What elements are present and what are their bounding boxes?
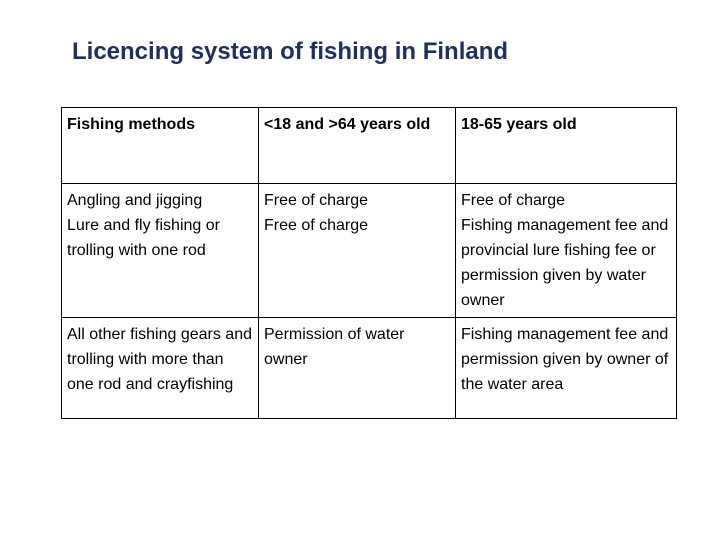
fee-other-young-old: Permission of water owner (264, 326, 405, 368)
page-title: Licencing system of fishing in Finland (72, 38, 509, 65)
cell-under18-over64 (259, 318, 456, 419)
cell-method (62, 184, 259, 318)
table-row (62, 184, 677, 318)
cell-age-18-65 (456, 318, 677, 419)
cell-method (62, 318, 259, 419)
header-under18-over64: <18 and >64 years old (259, 108, 456, 184)
method-angling-jigging: Angling and jigging (67, 192, 203, 209)
licencing-table (61, 107, 677, 419)
fee-angling-adult: Free of charge (461, 192, 566, 209)
method-other-gears: All other fishing gears and trolling with more than one rod and crayfishing (67, 326, 252, 393)
fee-lure-young-old: Free of charge (264, 217, 369, 234)
method-lure-fly-fishing: Lure and fly fishing or trolling with one rod (67, 217, 220, 259)
cell-age-18-65 (456, 184, 677, 318)
header-age-18-65: 18-65 years old (456, 108, 677, 184)
table-header-row (62, 108, 677, 184)
fee-angling-young-old: Free of charge (264, 192, 369, 209)
fee-other-adult: Fishing management fee and permission given by owner of the water area (461, 326, 669, 393)
table-row (62, 318, 677, 419)
cell-under18-over64 (259, 184, 456, 318)
fee-lure-adult: Fishing management fee and provincial lure fishing fee or permission given by water owner (461, 217, 669, 309)
header-fishing-methods: Fishing methods (62, 108, 259, 184)
